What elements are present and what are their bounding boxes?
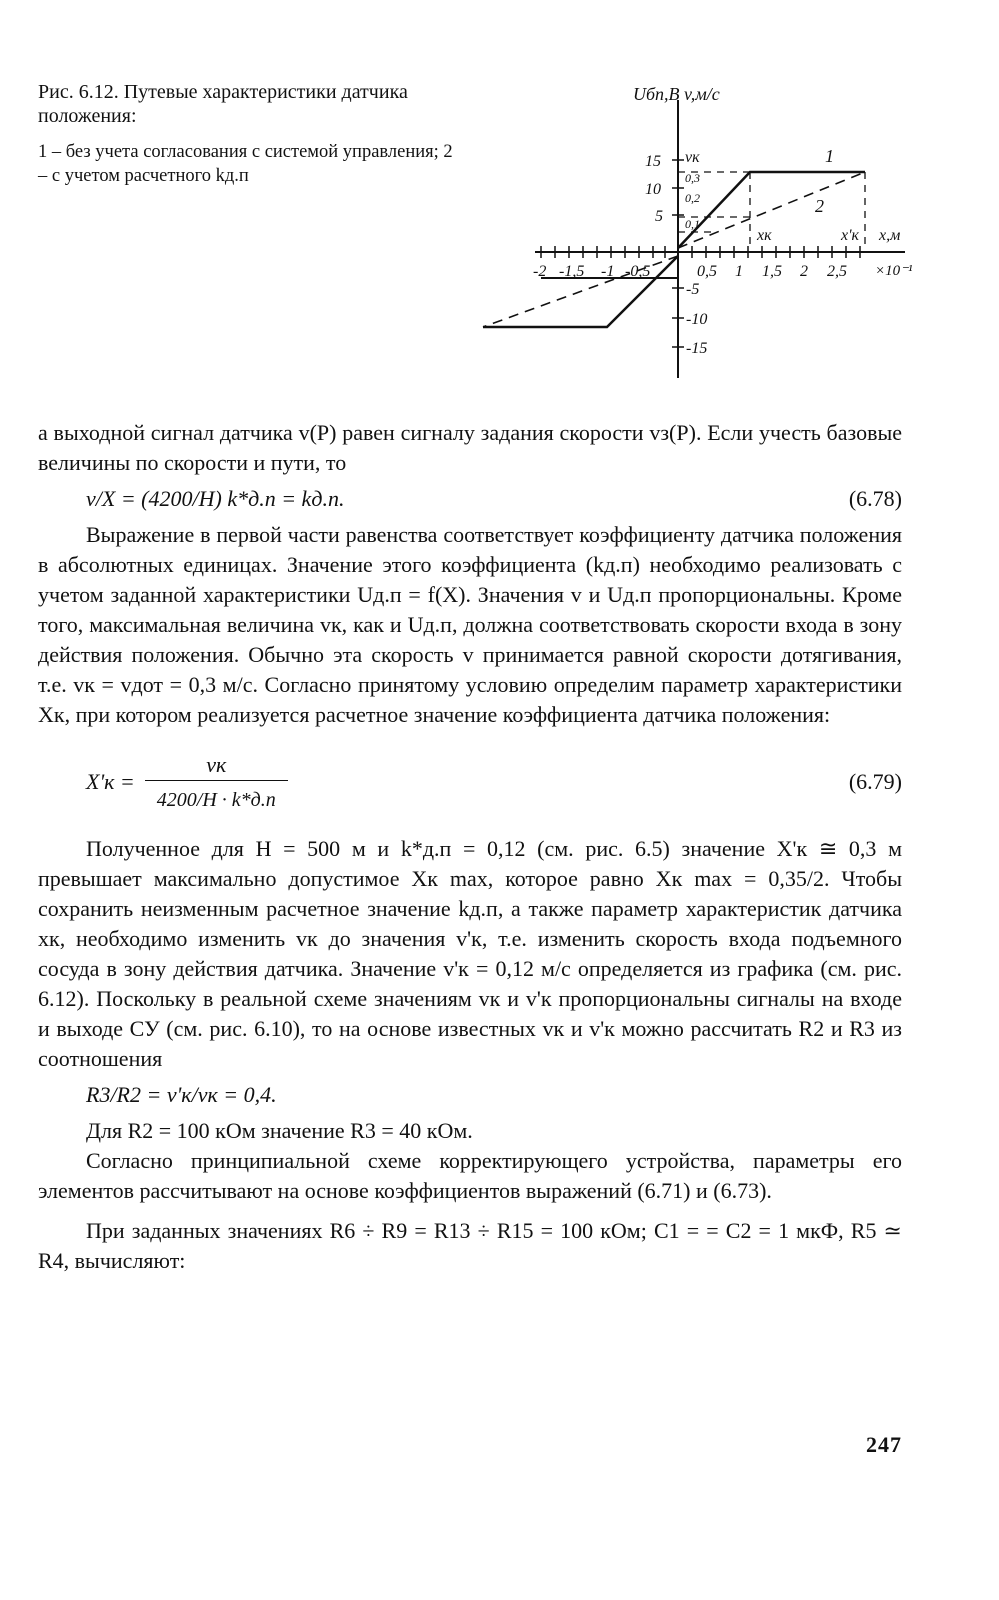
- y-small-tick: 0,3: [685, 171, 700, 185]
- x-tick: 2,5: [827, 263, 847, 280]
- y-tick: 5: [655, 208, 663, 225]
- formula-6-78: [38, 484, 902, 514]
- x-tick: -1,5: [559, 263, 585, 280]
- paragraph: Согласно принципиальной схеме корректирующего устройства, параметры его элементов рассчитывают на основе коэффициентов выражений (6.71) и (6.73).: [38, 1148, 902, 1203]
- fraction: [145, 750, 288, 815]
- body-text: [38, 418, 902, 1276]
- x-tick: -2: [533, 263, 547, 280]
- marker-xk: xк: [757, 227, 772, 244]
- axis-x-label: x,м: [879, 227, 901, 244]
- paragraph: При заданных значениях R6 ÷ R9 = R13 ÷ R15 = 100 кОм; C1 = = C2 = 1 мкФ, R5 ≃ R4, вычисляют:: [38, 1218, 902, 1273]
- x-tick: -1: [601, 263, 615, 280]
- figure-caption: [38, 80, 458, 188]
- x-tick: 2: [800, 263, 808, 280]
- formula-lhs: X'к =: [86, 769, 135, 794]
- x-tick: -0,5: [625, 263, 651, 280]
- marker-xk-prime: x'к: [841, 227, 860, 244]
- y-tick: 15: [645, 153, 661, 170]
- x-tick: 1,5: [762, 263, 782, 280]
- numerator: vк: [206, 751, 227, 777]
- position-sensor-graph: [475, 80, 935, 380]
- x-scale-label: ×10⁻¹: [875, 263, 913, 279]
- axis-y-label: Uбп,В v,м/с: [633, 84, 720, 104]
- paragraph: Для R2 = 100 кОм значение R3 = 40 кОм.: [86, 1118, 473, 1143]
- denominator: 4200/H · k*д.п: [145, 780, 288, 815]
- page-number: 247: [866, 1432, 902, 1457]
- y-small-tick: 0,2: [685, 191, 700, 205]
- paragraph: Полученное для H = 500 м и k*д.п = 0,12 (см. рис. 6.5) значение X'к ≅ 0,3 м превышает максимально допустимое Xк max, которое равно Xк max = 0,35/2. Чтобы сохранить неизменным расчетное значение kд.п, а также параметр характеристик датчика xк, необходимо изменить vк до значения v'к, т.е. изменить скорость входа подъемного сосуда в зону действия датчика. Значение v'к = 0,12 м/с определяется из графика (см. рис. 6.12). Поскольку в реальной схеме значениям vк и v'к пропорциональны сигналы на входе и выходе СУ (см. рис. 6.10), то на основе известных vк и v'к можно рассчитать R2 и R3 из соотношения: [38, 836, 902, 1071]
- curve-1-label: 1: [825, 146, 834, 166]
- formula-ratio: [38, 1080, 902, 1110]
- formula-body: v/X = (4200/H) k*д.п = kд.п.: [86, 486, 345, 511]
- paragraph: а выходной сигнал датчика v(P) равен сигналу задания скорости vз(P). Если учесть базовые величины по скорости и пути, то: [38, 420, 902, 475]
- equation-number: (6.79): [848, 769, 902, 794]
- paragraph: Выражение в первой части равенства соответствует коэффициенту датчика положения в абсолютных единицах. Значение этого коэффициента (kд.п) необходимо реализовать с учетом заданной характеристики Uд.п = f(X). Значения v и Uд.п пропорциональны. Кроме того, максимальная величина vк, как и Uд.п, должна соответствовать скорости входа в зону действия положения. Обычно эта скорость v принимается равной скорости дотягивания, т.е. vк = vдот = 0,3 м/с. Согласно принятому условию определим параметр характеристики Xк, при котором реализуется расчетное значение коэффициента датчика положения:: [38, 522, 902, 727]
- equation-number: (6.78): [848, 486, 902, 511]
- y-tick: -15: [686, 340, 708, 357]
- y-tick: -5: [686, 281, 700, 298]
- figure-description: 1 – без учета согласования с системой управления; 2 – с учетом расчетного kд.п: [38, 142, 453, 186]
- y-small-tick: 0,1: [685, 217, 700, 231]
- x-tick: 1: [735, 263, 743, 280]
- curve-2-label: 2: [815, 196, 824, 216]
- formula-6-79: [38, 736, 902, 828]
- marker-vk: vк: [685, 149, 700, 166]
- formula-body: R3/R2 = v'к/vк = 0,4.: [86, 1082, 277, 1107]
- y-tick: -10: [686, 311, 708, 328]
- x-tick: 0,5: [697, 263, 717, 280]
- figure-title: Рис. 6.12. Путевые характеристики датчика положения:: [38, 81, 408, 127]
- y-tick: 10: [645, 181, 661, 198]
